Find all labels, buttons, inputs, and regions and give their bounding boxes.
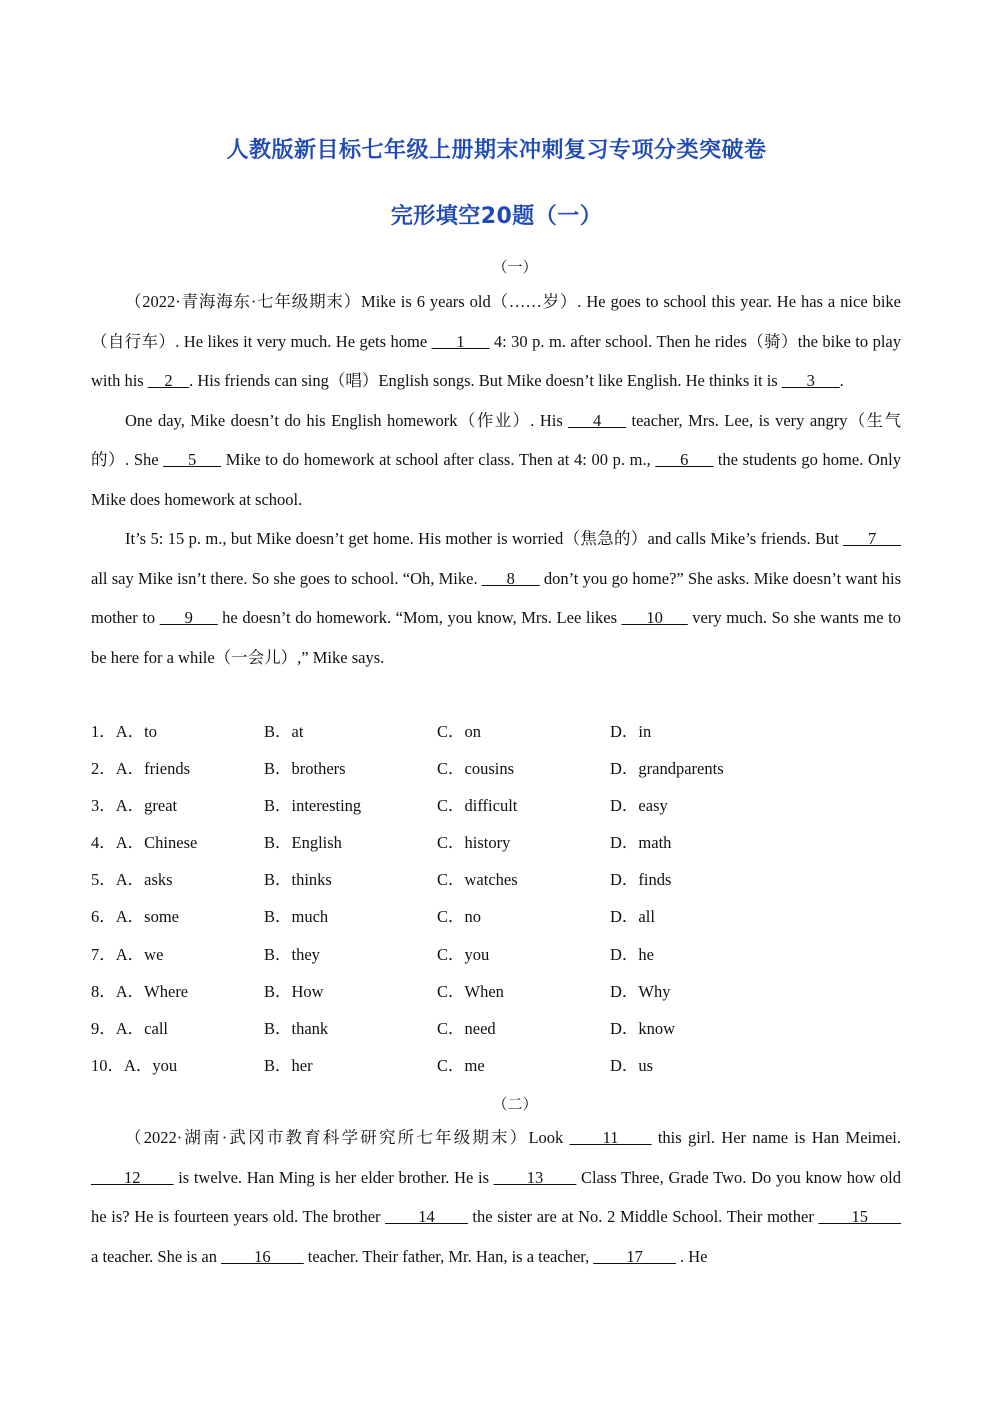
option: C．need [437,1018,496,1038]
passage-text: teacher. Their father, Mr. Han, is a teacher, [303,1246,594,1266]
option: C．history [437,833,511,853]
question-row [91,1054,891,1091]
question-row [91,980,891,1017]
option: B．at [264,722,304,741]
option: 4．A．Chinese [91,833,198,853]
passage-text: is twelve. Han Ming is her elder brother. He is [173,1167,494,1187]
paragraph [91,1118,901,1276]
blank: ___6___ [655,450,714,469]
blank: ____13____ [493,1167,577,1187]
blank: __2__ [147,371,190,390]
question-row [91,794,891,831]
passage-1 [91,282,901,677]
blank: ___5___ [163,450,222,469]
option: 2．A．friends [91,759,190,779]
option: B．they [264,944,320,964]
option: D．know [610,1018,676,1038]
passage-text: a teacher. She is an [91,1246,222,1266]
page-subtitle: 完形填空20题（一） [390,204,603,229]
option: 8．A．Where [91,981,189,1001]
option: D．easy [610,796,668,816]
option: D．grandparents [610,759,724,779]
option: B．thank [264,1018,329,1038]
blank: ___8___ [481,568,540,588]
passage-text: teacher, Mrs. Lee, is very angry（生气的）. She [91,410,901,469]
option: 6．A．some [91,907,179,927]
option: B．thinks [264,870,332,890]
option: B．English [264,833,342,853]
question-row [91,905,891,942]
blank: ___1___ [431,331,490,351]
paragraph [91,401,901,520]
option: D．he [610,944,654,964]
option: C．When [437,981,504,1001]
option: B．How [264,981,324,1001]
option: B．interesting [264,796,362,816]
blank: ___4___ [568,410,627,430]
passage-text: he doesn’t do homework. “Mom, you know, Mrs. Lee likes [217,608,622,627]
question-row [91,720,891,757]
option: 7．A．we [91,944,164,964]
option: 9．A．call [91,1018,168,1038]
blank: ___10___ [621,608,688,627]
option: 1．A．to [91,722,157,741]
blank: ___7___ [843,529,901,548]
blank: ___9___ [159,608,218,627]
option: B．her [264,1055,313,1075]
question-row [91,1017,891,1054]
option: D．all [610,907,655,927]
option: B．brothers [264,759,346,779]
passage-text: . He [675,1246,708,1266]
paragraph [91,519,901,677]
option: C．watches [437,870,518,890]
question-row [91,868,891,905]
page-title: 人教版新目标七年级上册期末冲刺复习专项分类突破卷 [226,138,767,163]
option: C．cousins [437,759,515,779]
passage-text: . [839,371,844,390]
blank: ____15____ [818,1207,902,1226]
question-row [91,943,891,980]
section-2-label: （二） [492,1095,538,1113]
option: B．much [264,907,329,927]
passage-text: Mike to do homework at school after class. Then at 4: 00 p. m., [221,450,656,469]
passage-text: 4: 30 p. m. after school. Then he rides（骑）the bike to play with his [91,331,901,390]
blank: ____17____ [593,1246,676,1266]
passage-text: （2022·湖南·武冈市教育科学研究所七年级期末）Look [125,1128,570,1147]
blank: ____12____ [91,1167,174,1187]
passage-text: Class Three, Grade Two. Do you know how old he is? He is fourteen years old. The brother [91,1167,901,1226]
option: C．no [437,907,482,927]
option: 5．A．asks [91,870,173,890]
option: C．me [437,1055,485,1075]
blank: ____14____ [385,1207,468,1226]
passage-text: very much. So she wants me to be here for a while（一会儿）,” Mike says. [91,608,901,667]
blank: ____16____ [221,1246,304,1266]
option: 10．A．you [91,1055,178,1075]
option: C．you [437,944,490,964]
passage-text: the sister are at No. 2 Middle School. Their mother [467,1207,819,1226]
option: C．on [437,722,482,741]
passage-text: don’t you go home?” She asks. Mike doesn’t want his mother to [91,568,901,627]
paragraph [91,282,901,401]
passage-text: the students go home. Only Mike does homework at school. [91,450,901,509]
option: D．in [610,722,652,741]
option: D．Why [610,981,671,1001]
passage-text: this girl. Her name is Han Meimei. [651,1128,901,1147]
passage-text: . His friends can sing（唱）English songs. But Mike doesn’t like English. He thinks it is [189,371,782,390]
option: D．math [610,833,672,853]
blank: ____11____ [569,1128,652,1147]
question-row [91,757,891,794]
passage-2 [91,1118,901,1276]
options-list [91,720,891,1091]
passage-text: It’s 5: 15 p. m., but Mike doesn’t get home. His mother is worried（焦急的）and calls Mike’s friends. But [125,529,844,548]
blank: ___3___ [781,371,840,390]
passage-text: all say Mike isn’t there. So she goes to school. “Oh, Mike. [91,568,482,588]
section-1-label: （一） [492,258,538,276]
passage-text: One day, Mike doesn’t do his English homework（作业）. His [125,410,569,430]
option: 3．A．great [91,796,178,816]
option: D．us [610,1055,654,1075]
option: C．difficult [437,796,518,816]
question-row [91,831,891,868]
passage-text: （2022·青海海东·七年级期末）Mike is 6 years old（……岁）. He goes to school this year. He has a nice bike（自行车）. He likes it very much. He gets home [91,292,901,351]
option: D．finds [610,870,672,890]
